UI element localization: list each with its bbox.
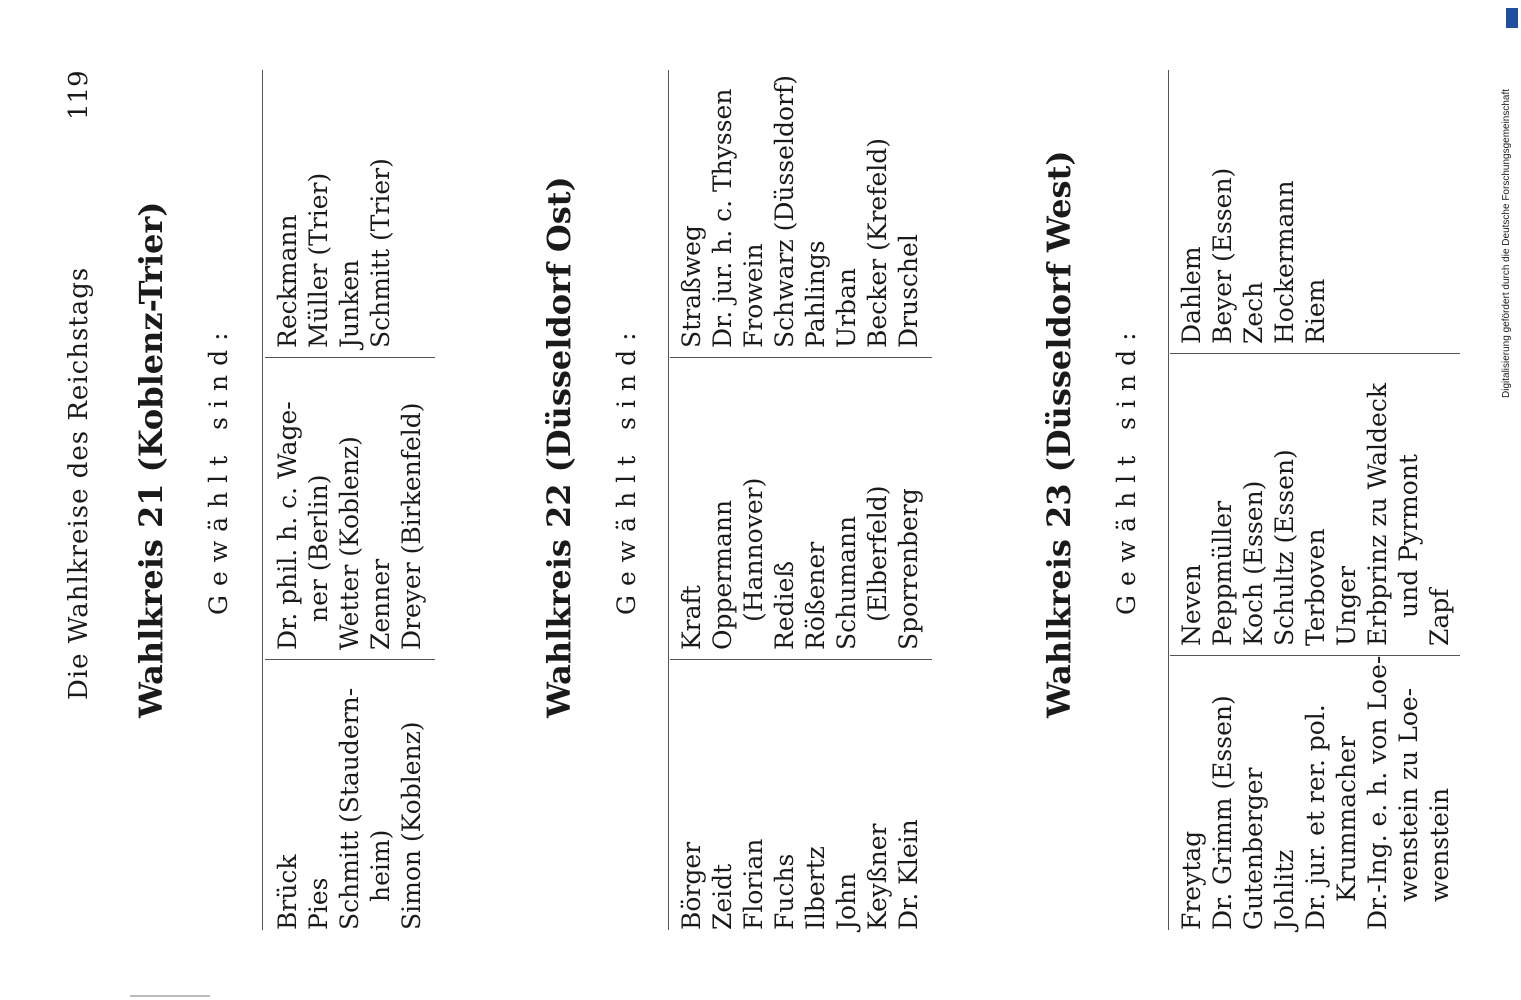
district-23-rule: [1168, 70, 1169, 930]
district-23-col2: [1176, 346, 1455, 646]
list-item: Zech: [1239, 281, 1268, 344]
list-item: Terboven: [1301, 528, 1330, 646]
list-item: Peppmüller: [1208, 500, 1237, 646]
list-item: Neven: [1177, 564, 1206, 646]
list-item: wenstein: [1425, 787, 1454, 902]
list-item: Pahlings: [801, 240, 830, 348]
list-item: Freytag: [1177, 830, 1206, 930]
list-item: Pies: [304, 877, 333, 930]
list-item: Dreyer (Birkenfeld): [397, 402, 426, 650]
dfg-logo-icon: [1506, 8, 1518, 28]
list-item: Schmitt (Staudern-: [335, 687, 364, 930]
scan-artifact: [130, 995, 210, 997]
district-21-divider-2: [265, 357, 435, 358]
dfg-credit-text: Digitalisierung gefördert durch die Deutsche Forschungsgemeinschaft: [1501, 88, 1512, 398]
district-22-col2: [676, 350, 924, 650]
list-item: Fuchs: [770, 853, 799, 930]
district-22-divider-1: [670, 659, 932, 660]
district-22-col1: [676, 670, 924, 930]
list-item: Becker (Krefeld): [863, 138, 892, 348]
list-item: Druschel: [894, 234, 923, 348]
page-number: 119: [64, 70, 94, 120]
list-item: Redieß: [770, 560, 799, 650]
list-item: Krummacher: [1332, 736, 1361, 902]
list-item: Wetter (Koblenz): [335, 436, 364, 650]
list-item: Dr.-Ing. e. h. von Loe-: [1363, 655, 1392, 930]
list-item: Ilbertz: [801, 846, 830, 930]
list-item: Dr. jur. et rer. pol.: [1301, 704, 1330, 930]
list-item: Müller (Trier): [304, 172, 333, 348]
district-21-col3: [272, 48, 396, 348]
list-item: John: [832, 872, 861, 930]
list-item: Schultz (Essen): [1270, 449, 1299, 646]
list-item: Schwarz (Düsseldorf): [770, 75, 799, 348]
district-23-col1: [1176, 655, 1455, 930]
list-item: Urban: [832, 267, 861, 348]
list-item: Beyer (Essen): [1208, 167, 1237, 344]
list-item: Oppermann: [708, 499, 737, 650]
list-item: Sporrenberg: [894, 488, 923, 650]
dfg-credit: [1497, 8, 1519, 398]
list-item: Kraft: [677, 585, 706, 650]
list-item: Koch (Essen): [1239, 480, 1268, 646]
district-21-col2: [272, 350, 427, 650]
list-item: Dr. jur. h. c. Thyssen: [708, 88, 737, 348]
list-item: ner (Berlin): [304, 474, 333, 622]
list-item: Johlitz: [1270, 849, 1299, 930]
list-item: Dahlem: [1177, 246, 1206, 344]
district-21-heading: Wahlkreis 21 (Koblenz-Trier): [132, 201, 170, 718]
list-item: Riem: [1301, 278, 1330, 344]
district-22-col3: [676, 28, 924, 348]
district-23-heading: Wahlkreis 23 (Düsseldorf West): [1040, 150, 1078, 718]
list-item: Börger: [677, 841, 706, 930]
district-22-divider-2: [670, 357, 932, 358]
list-item: wenstein zu Loe-: [1394, 687, 1423, 902]
list-item: Zapf: [1425, 588, 1454, 646]
district-22-gewaehlt: Gewählt sind:: [612, 323, 641, 615]
district-23-col3: [1176, 44, 1331, 344]
list-item: Erbprinz zu Waldeck: [1363, 383, 1392, 646]
list-item: Brück: [273, 854, 302, 930]
list-item: Dr. Grimm (Essen): [1208, 695, 1237, 930]
list-item: Dr. phil. h. c. Wage-: [273, 401, 302, 650]
district-23-gewaehlt: Gewählt sind:: [1112, 323, 1141, 615]
list-item: Unger: [1332, 566, 1361, 646]
list-item: (Hannover): [739, 477, 768, 622]
list-item: Schumann: [832, 515, 861, 650]
list-item: heim): [366, 829, 395, 902]
list-item: Florian: [739, 838, 768, 930]
list-item: Keyßner: [863, 823, 892, 930]
district-21-gewaehlt: Gewählt sind:: [204, 323, 233, 615]
list-item: Frowein: [739, 243, 768, 348]
district-23-divider-2: [1170, 353, 1460, 354]
list-item: Reckmann: [273, 214, 302, 348]
list-item: Simon (Koblenz): [397, 721, 426, 930]
district-22-heading: Wahlkreis 22 (Düsseldorf Ost): [540, 176, 578, 718]
district-21-col1: [272, 670, 427, 930]
list-item: Schmitt (Trier): [366, 158, 395, 348]
running-head: Die Wahlkreise des Reichstags: [64, 266, 94, 700]
list-item: und Pyrmont: [1394, 454, 1423, 618]
list-item: Dr. Klein: [894, 819, 923, 930]
list-item: Zeidt: [708, 863, 737, 930]
list-item: Zenner: [366, 558, 395, 650]
list-item: Gutenberger: [1239, 767, 1268, 930]
list-item: Junken: [335, 259, 364, 348]
list-item: Straßweg: [677, 225, 706, 348]
list-item: Hockermann: [1270, 180, 1299, 344]
district-21-rule: [262, 70, 263, 930]
district-23-divider-1: [1170, 655, 1460, 656]
district-21-divider-1: [265, 659, 435, 660]
list-item: Rößener: [801, 541, 830, 650]
list-item: (Elberfeld): [863, 485, 892, 622]
district-22-rule: [668, 70, 669, 930]
